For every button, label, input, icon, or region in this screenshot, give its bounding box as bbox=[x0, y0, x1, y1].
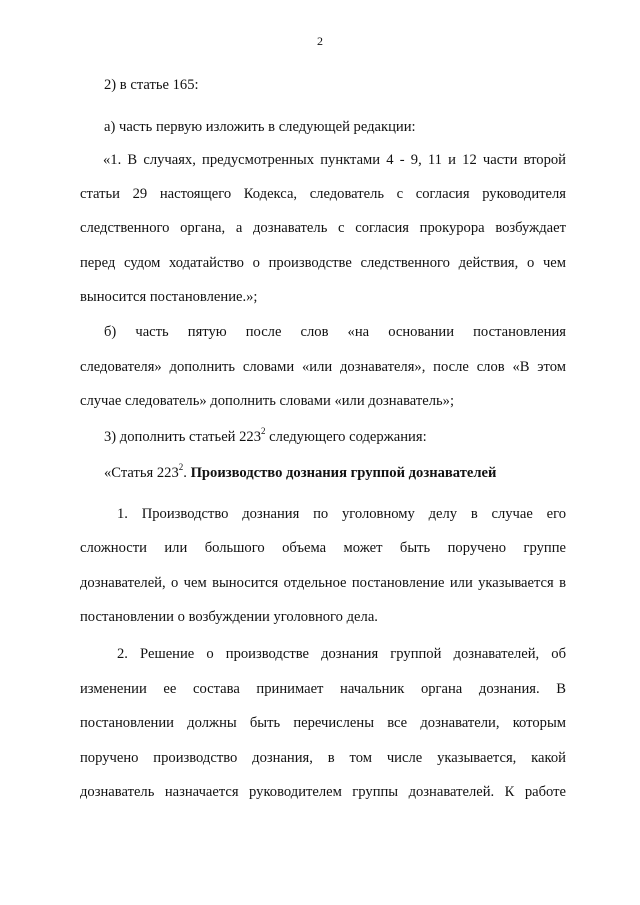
item-b-line-2: следователя» дополнить словами «или дознавателя», после слов «В этом bbox=[80, 359, 566, 375]
quote1-line-3: следственного органа, а дознаватель с согласия прокурора возбуждает bbox=[80, 220, 566, 236]
p1-line-1: 1. Производство дознания по уголовному делу в случае его bbox=[117, 506, 566, 522]
quote1-line-4: перед судом ходатайство о производстве следственного действия, о чем bbox=[80, 255, 566, 271]
item-a-heading: а) часть первую изложить в следующей редакции: bbox=[104, 119, 416, 135]
item-3-superscript: 2 bbox=[261, 426, 266, 437]
item-b-line-3: случае следователь» дополнить словами «или дознаватель»; bbox=[80, 393, 455, 409]
p2-line-5: дознаватель назначается руководителем группы дознавателей. К работе bbox=[80, 784, 566, 800]
item-3-text-end: следующего содержания: bbox=[265, 429, 427, 445]
article-dot: . bbox=[183, 465, 191, 481]
quote1-line-2: статьи 29 настоящего Кодекса, следователь с согласия руководителя bbox=[80, 186, 566, 202]
p2-line-3: постановлении должны быть перечислены все дознаватели, которым bbox=[80, 715, 566, 731]
article-title: Производство дознания группой дознавателей bbox=[190, 465, 497, 481]
item-3-heading bbox=[104, 428, 590, 446]
p2-line-4: поручено производство дознания, в том числе указывается, какой bbox=[80, 750, 566, 766]
p2-line-2: изменении ее состава принимает начальник органа дознания. В bbox=[80, 681, 566, 697]
quote1-line-1: «1. В случаях, предусмотренных пунктами 4 - 9, 11 и 12 части второй bbox=[103, 152, 566, 168]
article-heading bbox=[104, 464, 590, 482]
item-3-text: 3) дополнить статьей 223 bbox=[104, 429, 262, 445]
page-number: 2 bbox=[317, 34, 323, 48]
p1-line-3: дознавателей, о чем выносится отдельное постановление или указывается в bbox=[80, 575, 566, 591]
p2-line-1: 2. Решение о производстве дознания группой дознавателей, об bbox=[117, 646, 566, 662]
quote1-line-5: выносится постановление.»; bbox=[80, 289, 258, 305]
p1-line-4: постановлении о возбуждении уголовного дела. bbox=[80, 609, 378, 625]
article-label: «Статья 223 bbox=[104, 465, 179, 481]
article-superscript: 2 bbox=[178, 462, 184, 473]
p1-line-2: сложности или большого объема может быть поручено группе bbox=[80, 540, 566, 556]
item-b-line-1: б) часть пятую после слов «на основании постановления bbox=[104, 324, 566, 340]
item-2-heading: 2) в статье 165: bbox=[104, 77, 199, 93]
